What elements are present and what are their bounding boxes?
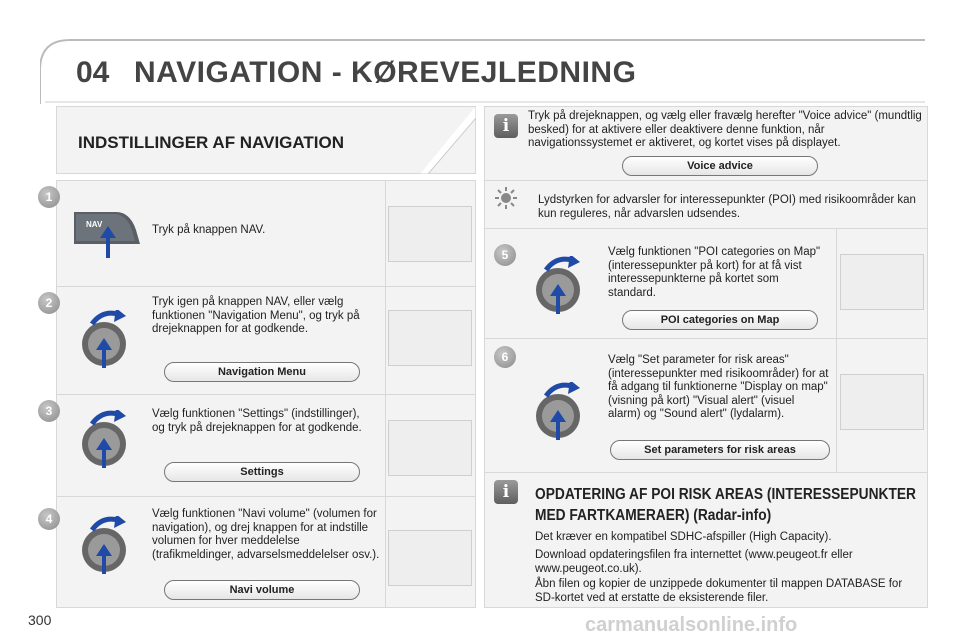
divider xyxy=(484,338,928,339)
menu-pill-navi-volume: Navi volume xyxy=(164,580,360,600)
radio-unit-image xyxy=(388,420,472,476)
step-badge: 6 xyxy=(494,346,516,368)
step-badge: 4 xyxy=(38,508,60,530)
tip-text: Lydstyrken for advarsler for interessepunkter (POI) med risikoområder kan kun reguleres, når advarslen udsendes. xyxy=(538,194,916,220)
radio-unit-image xyxy=(840,254,924,310)
divider xyxy=(484,472,928,473)
update-paragraph: Det kræver en kompatibel SDHC-afspiller (High Capacity). xyxy=(535,531,832,543)
rotary-knob-icon xyxy=(78,310,136,368)
divider xyxy=(484,180,928,181)
step-text: Vælg funktionen "Settings" (indstillinger), og tryk på drejeknappen for at godkende. xyxy=(152,408,362,434)
radio-unit-image xyxy=(388,206,472,262)
update-title: OPDATERING AF POI RISK AREAS (INTERESSEPUNKTER MED FARTKAMERAER) (Radar-info) xyxy=(535,486,916,524)
step-text: Tryk igen på knappen NAV, eller vælg funktionen "Navigation Menu", og tryk på drejeknappen for at godkende. xyxy=(152,296,360,335)
divider xyxy=(484,228,928,229)
menu-pill-settings: Settings xyxy=(164,462,360,482)
radio-unit-image xyxy=(388,310,472,366)
divider xyxy=(385,180,386,608)
divider xyxy=(836,228,837,472)
menu-pill-voice-advice: Voice advice xyxy=(622,156,818,176)
menu-pill-poi-categories: POI categories on Map xyxy=(622,310,818,330)
section-title: INDSTILLINGER AF NAVIGATION xyxy=(78,133,345,152)
rotary-knob-icon xyxy=(532,382,590,440)
radio-unit-image xyxy=(840,374,924,430)
watermark: carmanualsonline.info xyxy=(585,614,798,636)
divider xyxy=(56,286,476,287)
rotary-knob-icon xyxy=(78,410,136,468)
divider xyxy=(56,496,476,497)
update-paragraph: Download opdateringsfilen fra internettet (www.peugeot.fr eller www.peugeot.co.uk). xyxy=(535,549,853,575)
menu-pill-risk-areas: Set parameters for risk areas xyxy=(610,440,830,460)
panel-corner-fold xyxy=(420,106,476,174)
rotary-knob-icon xyxy=(78,516,136,574)
step-text: Vælg funktionen "Navi volume" (volumen for navigation), og drej knappen for at indstille volumen for hver meddelelse (trafikmeldinger, advarselsmeddelelser osv.). xyxy=(152,508,380,561)
info-icon: i xyxy=(494,114,518,138)
chapter-number: 04 xyxy=(76,56,110,89)
step-badge: 2 xyxy=(38,292,60,314)
page-number: 300 xyxy=(28,612,52,628)
info-icon: i xyxy=(494,480,518,504)
sun-tip-icon xyxy=(494,186,518,210)
page-title: NAVIGATION - KØREVEJLEDNING xyxy=(134,56,637,89)
rotary-knob-icon xyxy=(532,256,590,314)
svg-text:NAV: NAV xyxy=(86,220,103,229)
step-badge: 3 xyxy=(38,400,60,422)
radio-unit-image xyxy=(388,530,472,586)
menu-pill-navigation-menu: Navigation Menu xyxy=(164,362,360,382)
divider xyxy=(56,394,476,395)
update-paragraph: Åbn filen og kopier de unzippede dokumenter til mappen DATABASE for SD-kortet ved at erstatte de eksisterende filer. xyxy=(535,578,903,604)
step-badge: 5 xyxy=(494,244,516,266)
step-badge: 1 xyxy=(38,186,60,208)
info-text: Tryk på drejeknappen, og vælg eller fravælg herefter "Voice advice" (mundtlig besked) for at aktivere eller deaktivere denne funktion, når navigationssystemet er aktiveret, og kortet vises på displayet. xyxy=(528,110,922,149)
nav-button-icon xyxy=(72,200,140,258)
step-text: Tryk på knappen NAV. xyxy=(152,224,266,236)
step-text: Vælg "Set parameter for risk areas" (interessepunkter med risikoområder) for at få adgang til funktionerne "Display on map" (visning på kort) "Visual alert" (visuel alarm) og "Sound alert" (lydalarm). xyxy=(608,354,829,420)
step-text: Vælg funktionen "POI categories on Map" (interessepunkter på kort) for at få vist interessepunkterne på kortet som standard. xyxy=(608,246,821,299)
